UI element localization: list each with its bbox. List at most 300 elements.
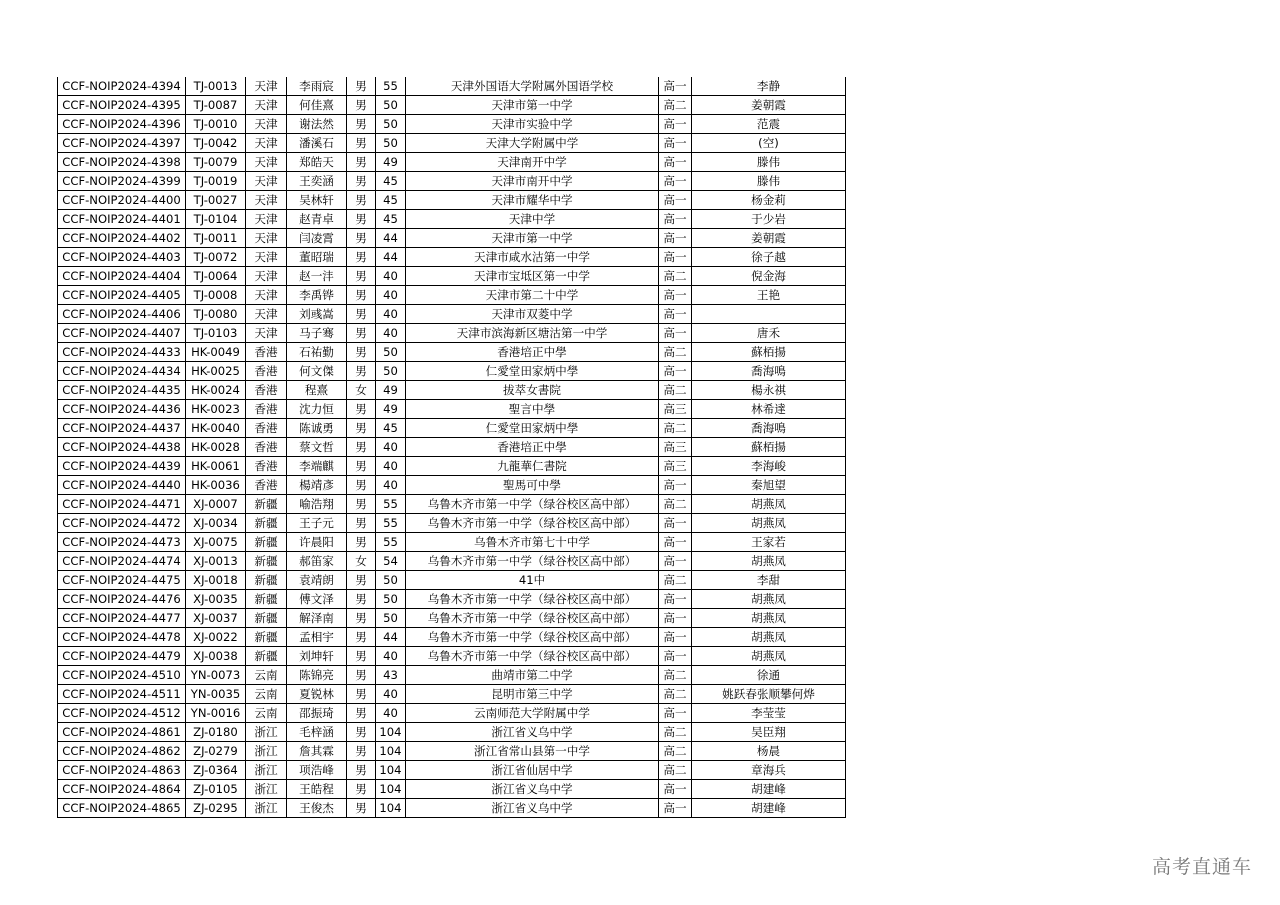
school-cell: 乌鲁木齐市第一中学（绿谷校区高中部） [406,590,659,609]
teacher-cell: 林希達 [692,400,846,419]
teacher-cell: 胡燕凤 [692,628,846,647]
school-cell: 昆明市第三中学 [406,685,659,704]
table-row [58,742,846,761]
province-cell: 浙江 [246,780,287,799]
gender-cell: 男 [347,419,376,438]
grade-cell: 高一 [659,305,692,324]
gender-cell: 男 [347,628,376,647]
contestant-id-cell: CCF-NOIP2024-4435 [58,381,186,400]
teacher-cell: 姜朝霞 [692,96,846,115]
score-cell: 43 [376,666,406,685]
table-row [58,780,846,799]
teacher-cell: 胡燕凤 [692,590,846,609]
name-cell: 刘坤轩 [287,647,347,666]
table-row [58,324,846,343]
school-cell: 天津市耀华中学 [406,191,659,210]
table-row [58,210,846,229]
gender-cell: 男 [347,476,376,495]
grade-cell: 高一 [659,286,692,305]
ticket-number-cell: TJ-0072 [186,248,246,267]
school-cell: 天津市第二十中学 [406,286,659,305]
teacher-cell: 秦旭望 [692,476,846,495]
teacher-cell: 蘇栢揚 [692,343,846,362]
grade-cell: 高二 [659,571,692,590]
name-cell: 袁靖朗 [287,571,347,590]
grade-cell: 高三 [659,457,692,476]
contestant-id-cell: CCF-NOIP2024-4865 [58,799,186,818]
name-cell: 赵一沣 [287,267,347,286]
school-cell: 天津市南开中学 [406,172,659,191]
province-cell: 香港 [246,438,287,457]
name-cell: 项浩峰 [287,761,347,780]
ticket-number-cell: TJ-0010 [186,115,246,134]
score-cell: 55 [376,533,406,552]
gender-cell: 男 [347,647,376,666]
grade-cell: 高二 [659,381,692,400]
name-cell: 郑皓天 [287,153,347,172]
table-row [58,419,846,438]
grade-cell: 高三 [659,400,692,419]
contestant-id-cell: CCF-NOIP2024-4512 [58,704,186,723]
contestant-id-cell: CCF-NOIP2024-4511 [58,685,186,704]
table-row [58,172,846,191]
table-row [58,286,846,305]
contestant-id-cell: CCF-NOIP2024-4394 [58,77,186,96]
score-cell: 45 [376,172,406,191]
ticket-number-cell: XJ-0022 [186,628,246,647]
score-cell: 40 [376,324,406,343]
province-cell: 云南 [246,704,287,723]
grade-cell: 高二 [659,723,692,742]
contestant-id-cell: CCF-NOIP2024-4398 [58,153,186,172]
school-cell: 乌鲁木齐市第七十中学 [406,533,659,552]
grade-cell: 高一 [659,514,692,533]
gender-cell: 男 [347,362,376,381]
gender-cell: 男 [347,571,376,590]
score-cell: 49 [376,381,406,400]
province-cell: 香港 [246,362,287,381]
grade-cell: 高二 [659,419,692,438]
province-cell: 天津 [246,77,287,96]
gender-cell: 男 [347,191,376,210]
table-row [58,799,846,818]
grade-cell: 高一 [659,628,692,647]
contestant-id-cell: CCF-NOIP2024-4472 [58,514,186,533]
gender-cell: 女 [347,381,376,400]
school-cell: 天津市滨海新区塘沽第一中学 [406,324,659,343]
contestant-id-cell: CCF-NOIP2024-4397 [58,134,186,153]
province-cell: 天津 [246,267,287,286]
grade-cell: 高一 [659,552,692,571]
teacher-cell: 李甜 [692,571,846,590]
name-cell: 毛梓涵 [287,723,347,742]
name-cell: 孟相宇 [287,628,347,647]
table-row [58,552,846,571]
ticket-number-cell: XJ-0034 [186,514,246,533]
score-cell: 40 [376,286,406,305]
school-cell: 香港培正中學 [406,343,659,362]
table-row [58,153,846,172]
teacher-cell: 唐禾 [692,324,846,343]
ticket-number-cell: YN-0016 [186,704,246,723]
table-row [58,191,846,210]
school-cell: 天津市咸水沽第一中学 [406,248,659,267]
name-cell: 郝笛家 [287,552,347,571]
gender-cell: 男 [347,438,376,457]
teacher-cell: 倪金海 [692,267,846,286]
score-cell: 50 [376,343,406,362]
name-cell: 程熹 [287,381,347,400]
province-cell: 香港 [246,400,287,419]
ticket-number-cell: HK-0036 [186,476,246,495]
name-cell: 何文傑 [287,362,347,381]
score-cell: 40 [376,647,406,666]
teacher-cell: 滕伟 [692,172,846,191]
teacher-cell: 王艳 [692,286,846,305]
school-cell: 云南师范大学附属中学 [406,704,659,723]
grade-cell: 高一 [659,609,692,628]
ticket-number-cell: TJ-0104 [186,210,246,229]
name-cell: 傅文泽 [287,590,347,609]
score-cell: 45 [376,191,406,210]
score-cell: 50 [376,134,406,153]
score-cell: 44 [376,229,406,248]
province-cell: 天津 [246,191,287,210]
name-cell: 陈锦亮 [287,666,347,685]
table-row [58,343,846,362]
contestant-id-cell: CCF-NOIP2024-4471 [58,495,186,514]
grade-cell: 高二 [659,742,692,761]
table-row [58,647,846,666]
table-row [58,761,846,780]
contestant-id-cell: CCF-NOIP2024-4407 [58,324,186,343]
table-row [58,96,846,115]
gender-cell: 女 [347,552,376,571]
table-row [58,381,846,400]
province-cell: 天津 [246,324,287,343]
score-cell: 50 [376,115,406,134]
gender-cell: 男 [347,685,376,704]
school-cell: 天津市双菱中学 [406,305,659,324]
score-cell: 50 [376,571,406,590]
contestant-id-cell: CCF-NOIP2024-4476 [58,590,186,609]
score-cell: 40 [376,305,406,324]
name-cell: 蔡文哲 [287,438,347,457]
score-cell: 55 [376,514,406,533]
contestant-id-cell: CCF-NOIP2024-4400 [58,191,186,210]
gender-cell: 男 [347,761,376,780]
ticket-number-cell: YN-0073 [186,666,246,685]
contestant-id-cell: CCF-NOIP2024-4479 [58,647,186,666]
grade-cell: 高一 [659,229,692,248]
province-cell: 香港 [246,476,287,495]
gender-cell: 男 [347,590,376,609]
gender-cell: 男 [347,210,376,229]
teacher-cell: 胡建峰 [692,780,846,799]
contestant-id-cell: CCF-NOIP2024-4440 [58,476,186,495]
name-cell: 董昭瑞 [287,248,347,267]
contestant-id-cell: CCF-NOIP2024-4861 [58,723,186,742]
school-cell: 天津中学 [406,210,659,229]
grade-cell: 高二 [659,761,692,780]
grade-cell: 高一 [659,590,692,609]
name-cell: 解泽南 [287,609,347,628]
name-cell: 楊靖彥 [287,476,347,495]
school-cell: 乌鲁木齐市第一中学（绿谷校区高中部） [406,609,659,628]
watermark-text: 高考直通车 [1151,856,1252,878]
province-cell: 新疆 [246,590,287,609]
grade-cell: 高二 [659,666,692,685]
school-cell: 浙江省义乌中学 [406,723,659,742]
ticket-number-cell: TJ-0080 [186,305,246,324]
score-cell: 45 [376,210,406,229]
province-cell: 云南 [246,685,287,704]
teacher-cell: 胡燕凤 [692,552,846,571]
name-cell: 李端麒 [287,457,347,476]
gender-cell: 男 [347,77,376,96]
teacher-cell: 范震 [692,115,846,134]
gender-cell: 男 [347,495,376,514]
results-table [57,77,846,818]
table-row [58,305,846,324]
score-cell: 40 [376,457,406,476]
table-row [58,134,846,153]
grade-cell: 高一 [659,134,692,153]
ticket-number-cell: TJ-0011 [186,229,246,248]
table-row [58,77,846,96]
ticket-number-cell: HK-0025 [186,362,246,381]
school-cell: 乌鲁木齐市第一中学（绿谷校区高中部） [406,647,659,666]
ticket-number-cell: ZJ-0364 [186,761,246,780]
gender-cell: 男 [347,286,376,305]
province-cell: 香港 [246,457,287,476]
gender-cell: 男 [347,134,376,153]
gender-cell: 男 [347,267,376,286]
score-cell: 54 [376,552,406,571]
province-cell: 天津 [246,286,287,305]
gender-cell: 男 [347,400,376,419]
score-cell: 44 [376,248,406,267]
grade-cell: 高二 [659,96,692,115]
name-cell: 王奕涵 [287,172,347,191]
school-cell: 天津大学附属中学 [406,134,659,153]
ticket-number-cell: XJ-0035 [186,590,246,609]
grade-cell: 高二 [659,495,692,514]
gender-cell: 男 [347,666,376,685]
gender-cell: 男 [347,324,376,343]
contestant-id-cell: CCF-NOIP2024-4434 [58,362,186,381]
gender-cell: 男 [347,742,376,761]
ticket-number-cell: TJ-0064 [186,267,246,286]
gender-cell: 男 [347,723,376,742]
province-cell: 浙江 [246,799,287,818]
grade-cell: 高一 [659,191,692,210]
school-cell: 浙江省仙居中学 [406,761,659,780]
gender-cell: 男 [347,115,376,134]
school-cell: 仁愛堂田家炳中學 [406,419,659,438]
teacher-cell: 章海兵 [692,761,846,780]
ticket-number-cell: XJ-0038 [186,647,246,666]
ticket-number-cell: XJ-0007 [186,495,246,514]
school-cell: 九龍華仁書院 [406,457,659,476]
school-cell: 仁愛堂田家炳中學 [406,362,659,381]
results-table-body [58,77,846,818]
ticket-number-cell: XJ-0075 [186,533,246,552]
gender-cell: 男 [347,153,376,172]
school-cell: 拔萃女書院 [406,381,659,400]
ticket-number-cell: HK-0028 [186,438,246,457]
teacher-cell: 胡建峰 [692,799,846,818]
ticket-number-cell: TJ-0042 [186,134,246,153]
table-row [58,685,846,704]
school-cell: 天津市宝坻区第一中学 [406,267,659,286]
contestant-id-cell: CCF-NOIP2024-4473 [58,533,186,552]
province-cell: 新疆 [246,552,287,571]
table-row [58,628,846,647]
name-cell: 沈力恒 [287,400,347,419]
grade-cell: 高一 [659,248,692,267]
province-cell: 香港 [246,381,287,400]
teacher-cell: 胡燕凤 [692,495,846,514]
name-cell: 喻浩翔 [287,495,347,514]
school-cell: 41中 [406,571,659,590]
name-cell: 谢法然 [287,115,347,134]
province-cell: 天津 [246,115,287,134]
contestant-id-cell: CCF-NOIP2024-4433 [58,343,186,362]
score-cell: 104 [376,761,406,780]
score-cell: 40 [376,704,406,723]
teacher-cell: 李静 [692,77,846,96]
score-cell: 50 [376,590,406,609]
province-cell: 天津 [246,210,287,229]
contestant-id-cell: CCF-NOIP2024-4439 [58,457,186,476]
gender-cell: 男 [347,514,376,533]
teacher-cell: 王家若 [692,533,846,552]
grade-cell: 高一 [659,533,692,552]
province-cell: 天津 [246,134,287,153]
name-cell: 夏锐林 [287,685,347,704]
score-cell: 49 [376,400,406,419]
score-cell: 55 [376,495,406,514]
table-row [58,457,846,476]
name-cell: 王皓程 [287,780,347,799]
ticket-number-cell: TJ-0079 [186,153,246,172]
contestant-id-cell: CCF-NOIP2024-4405 [58,286,186,305]
province-cell: 新疆 [246,514,287,533]
school-cell: 天津市第一中学 [406,229,659,248]
teacher-cell: 徐通 [692,666,846,685]
grade-cell: 高二 [659,685,692,704]
name-cell: 王子元 [287,514,347,533]
teacher-cell: 胡燕凤 [692,647,846,666]
province-cell: 浙江 [246,742,287,761]
score-cell: 40 [376,685,406,704]
contestant-id-cell: CCF-NOIP2024-4478 [58,628,186,647]
teacher-cell: 喬海鳴 [692,362,846,381]
contestant-id-cell: CCF-NOIP2024-4437 [58,419,186,438]
grade-cell: 高一 [659,799,692,818]
school-cell: 浙江省常山县第一中学 [406,742,659,761]
grade-cell: 高三 [659,438,692,457]
grade-cell: 高一 [659,153,692,172]
teacher-cell: 喬海鳴 [692,419,846,438]
ticket-number-cell: XJ-0037 [186,609,246,628]
name-cell: 许晨阳 [287,533,347,552]
score-cell: 40 [376,476,406,495]
table-row [58,571,846,590]
table-row [58,609,846,628]
contestant-id-cell: CCF-NOIP2024-4404 [58,267,186,286]
gender-cell: 男 [347,780,376,799]
grade-cell: 高二 [659,343,692,362]
contestant-id-cell: CCF-NOIP2024-4864 [58,780,186,799]
gender-cell: 男 [347,96,376,115]
province-cell: 新疆 [246,495,287,514]
province-cell: 新疆 [246,609,287,628]
name-cell: 陈诚勇 [287,419,347,438]
table-row [58,476,846,495]
ticket-number-cell: XJ-0013 [186,552,246,571]
school-cell: 乌鲁木齐市第一中学（绿谷校区高中部） [406,552,659,571]
score-cell: 49 [376,153,406,172]
province-cell: 浙江 [246,761,287,780]
teacher-cell: (空) [692,134,846,153]
name-cell: 马子骞 [287,324,347,343]
name-cell: 赵青卓 [287,210,347,229]
teacher-cell [692,305,846,324]
grade-cell: 高一 [659,647,692,666]
table-row [58,438,846,457]
province-cell: 新疆 [246,533,287,552]
school-cell: 香港培正中學 [406,438,659,457]
grade-cell: 高一 [659,210,692,229]
school-cell: 乌鲁木齐市第一中学（绿谷校区高中部） [406,628,659,647]
teacher-cell: 于少岩 [692,210,846,229]
province-cell: 天津 [246,229,287,248]
gender-cell: 男 [347,305,376,324]
table-row [58,533,846,552]
ticket-number-cell: TJ-0087 [186,96,246,115]
score-cell: 104 [376,742,406,761]
score-cell: 44 [376,628,406,647]
table-row [58,267,846,286]
score-cell: 40 [376,438,406,457]
province-cell: 天津 [246,172,287,191]
province-cell: 新疆 [246,628,287,647]
teacher-cell: 胡燕凤 [692,609,846,628]
grade-cell: 高一 [659,780,692,799]
grade-cell: 高一 [659,324,692,343]
score-cell: 104 [376,799,406,818]
score-cell: 104 [376,780,406,799]
name-cell: 李雨宸 [287,77,347,96]
contestant-id-cell: CCF-NOIP2024-4477 [58,609,186,628]
teacher-cell: 李海峻 [692,457,846,476]
ticket-number-cell: XJ-0018 [186,571,246,590]
name-cell: 詹其霖 [287,742,347,761]
ticket-number-cell: HK-0061 [186,457,246,476]
name-cell: 吴林轩 [287,191,347,210]
contestant-id-cell: CCF-NOIP2024-4438 [58,438,186,457]
ticket-number-cell: HK-0023 [186,400,246,419]
score-cell: 50 [376,362,406,381]
contestant-id-cell: CCF-NOIP2024-4510 [58,666,186,685]
grade-cell: 高一 [659,77,692,96]
gender-cell: 男 [347,609,376,628]
contestant-id-cell: CCF-NOIP2024-4401 [58,210,186,229]
table-row [58,248,846,267]
contestant-id-cell: CCF-NOIP2024-4403 [58,248,186,267]
